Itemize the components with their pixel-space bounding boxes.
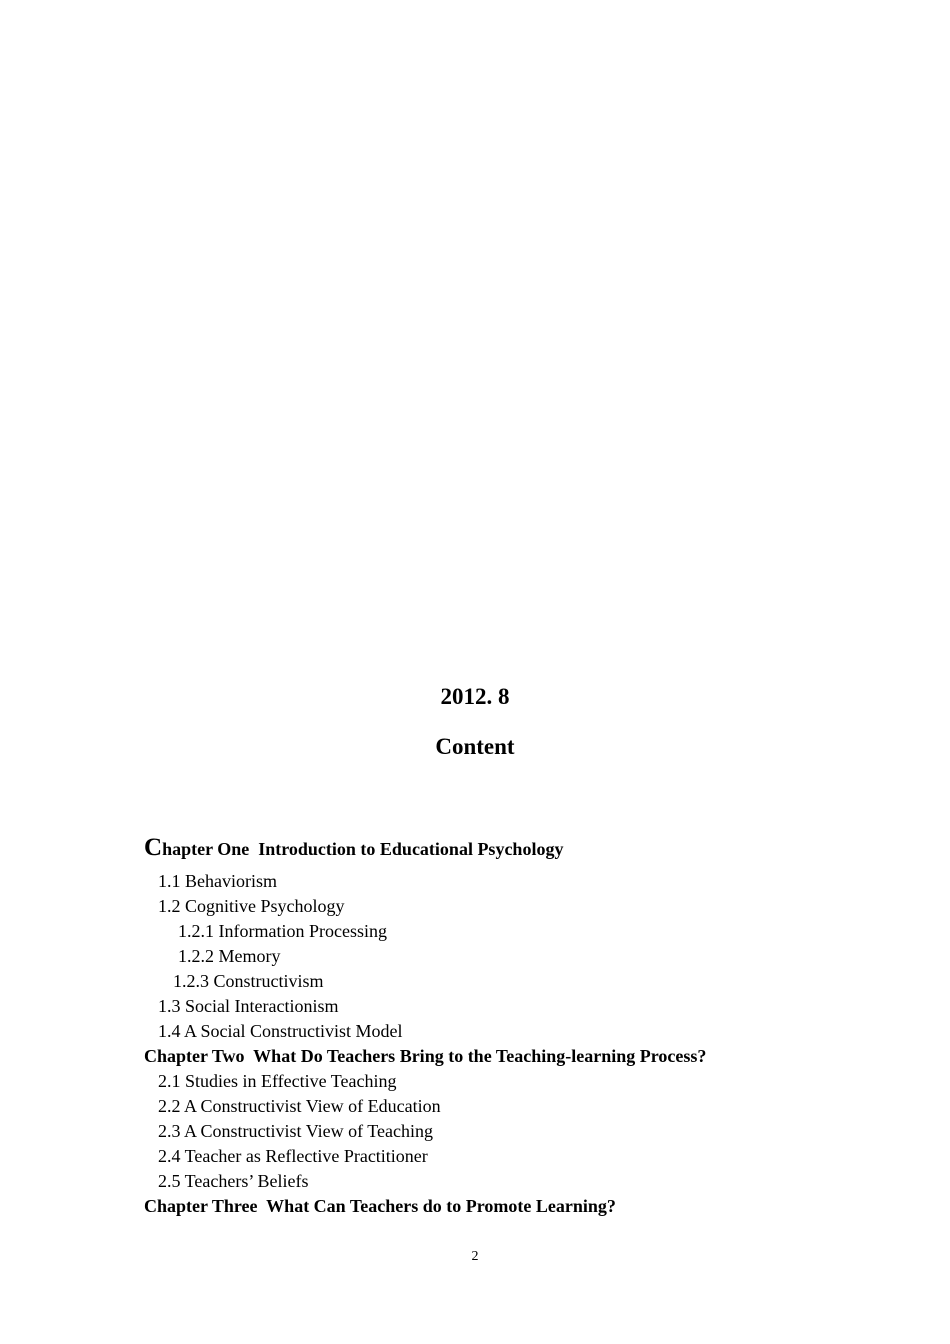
chapter-one-initial: C [144,834,163,861]
toc-item-2-2: 2.2 A Constructivist View of Education [158,1096,441,1116]
toc-chapter-three: Chapter Three What Can Teachers do to Promote Learning? [144,1196,616,1216]
toc-item-2-3: 2.3 A Constructivist View of Teaching [158,1121,433,1141]
toc-item-1-2-1: 1.2.1 Information Processing [178,921,387,941]
toc-item-1-2-2: 1.2.2 Memory [178,946,281,966]
toc-item-1-2: 1.2 Cognitive Psychology [158,896,345,916]
page-title: Content [435,734,515,759]
page-number: 2 [471,1249,479,1264]
toc-item-1-2-3: 1.2.3 Constructivism [173,971,324,991]
toc-item-1-4: 1.4 A Social Constructivist Model [158,1021,403,1041]
chapter-one-title: hapter One Introduction to Educational Psychology [162,839,564,859]
toc-item-2-5: 2.5 Teachers’ Beliefs [158,1171,309,1191]
toc-item-2-1: 2.1 Studies in Effective Teaching [158,1071,397,1091]
table-of-contents [144,830,844,1219]
toc-item-1-1: 1.1 Behaviorism [158,871,277,891]
document-date: 2012. 8 [440,684,510,709]
toc-chapter-two: Chapter Two What Do Teachers Bring to the Teaching-learning Process? [144,1046,707,1066]
toc-item-2-4: 2.4 Teacher as Reflective Practitioner [158,1146,428,1166]
toc-item-1-3: 1.3 Social Interactionism [158,996,339,1016]
toc-chapter-one [144,830,844,865]
